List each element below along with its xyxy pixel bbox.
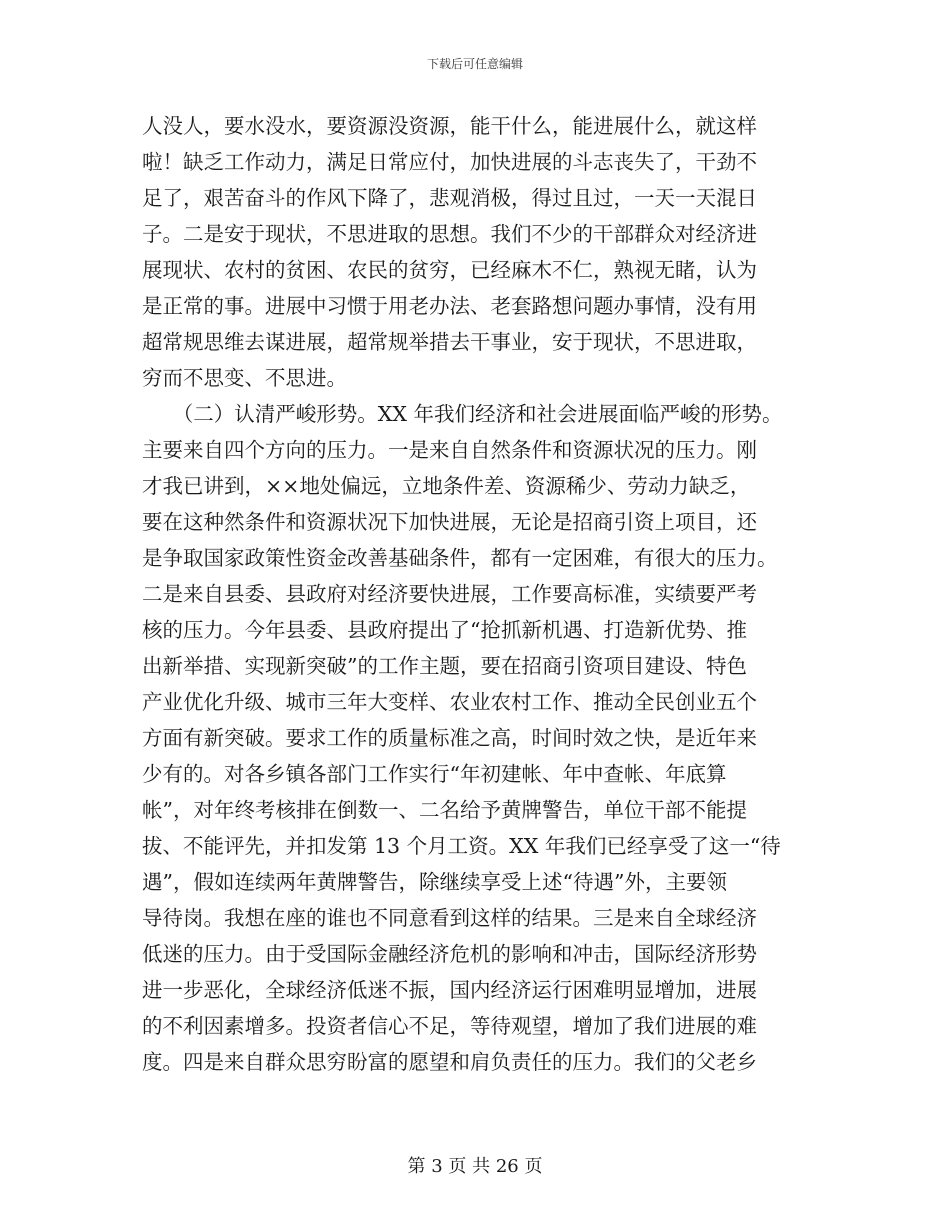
text-line: 才我已讲到，××地处偏远，立地条件差、资源稀少、劳动力缺乏， — [142, 474, 751, 498]
text-line: 帐”，对年终考核排在倒数一、二名给予黄牌警告，单位干部不能提 — [142, 798, 747, 822]
text-line: 少有的。对各乡镇各部门工作实行“年初建帐、年中查帐、年底算 — [142, 762, 727, 786]
text-line: 产业优化升级、城市三年大变样、农业农村工作、推动全民创业五个 — [142, 690, 757, 714]
text-line: 展现状、农村的贫困、农民的贫穷，已经麻木不仁，熟视无睹，认为 — [142, 258, 757, 282]
text-line: 超常规思维去谋进展，超常规举措去干事业，安于现状，不思进取， — [142, 330, 757, 354]
text-line: 是争取国家政策性资金改善基础条件，都有一定困难，有很大的压力。 — [142, 546, 778, 570]
text-line: 度。四是来自群众思穷盼富的愿望和肩负责任的压力。我们的父老乡 — [142, 1050, 757, 1074]
text-line: 拔、不能评先，并扣发第 13 个月工资。XX 年我们已经享受了这一“待 — [142, 834, 781, 858]
text-line: 出新举措、实现新突破”的工作主题，要在招商引资项目建设、特色 — [142, 654, 747, 678]
text-line: 方面有新突破。要求工作的质量标准之高，时间时效之快，是近年来 — [142, 726, 757, 750]
text-line: 啦！缺乏工作动力，满足日常应付，加快进展的斗志丧失了，干劲不 — [142, 150, 757, 174]
page-header: 下载后可任意编辑 — [426, 57, 523, 71]
text-line: 低迷的压力。由于受国际金融经济危机的影响和冲击，国际经济形势 — [142, 942, 757, 966]
page-footer: 第 3 页 共 26 页 — [407, 1156, 543, 1177]
text-line: 遇”，假如连续两年黄牌警告，除继续享受上述“待遇”外，主要领 — [142, 870, 727, 894]
text-line: 核的压力。今年县委、县政府提出了“抢抓新机遇、打造新优势、推 — [142, 618, 747, 642]
text-line: （二）认清严峻形势。XX 年我们经济和社会进展面临严峻的形势。 — [142, 402, 783, 426]
text-line: 穷而不思变、不思进。 — [142, 366, 347, 390]
text-line: 二是来自县委、县政府对经济要快进展，工作要高标准，实绩要严考 — [142, 582, 757, 606]
text-line: 主要来自四个方向的压力。一是来自自然条件和资源状况的压力。刚 — [142, 438, 757, 462]
text-line: 要在这种然条件和资源状况下加快进展，无论是招商引资上项目，还 — [142, 510, 757, 534]
document-body — [142, 108, 822, 1080]
text-line: 的不利因素增多。投资者信心不足，等待观望，增加了我们进展的难 — [142, 1014, 757, 1038]
text-line: 是正常的事。进展中习惯于用老办法、老套路想问题办事情，没有用 — [142, 294, 757, 318]
text-line: 人没人，要水没水，要资源没资源，能干什么，能进展什么，就这样 — [142, 114, 757, 138]
text-line: 子。二是安于现状，不思进取的思想。我们不少的干部群众对经济进 — [142, 222, 757, 246]
text-line: 进一步恶化，全球经济低迷不振，国内经济运行困难明显增加，进展 — [142, 978, 757, 1002]
text-line: 导待岗。我想在座的谁也不同意看到这样的结果。三是来自全球经济 — [142, 906, 757, 930]
text-line: 足了，艰苦奋斗的作风下降了，悲观消极，得过且过，一天一天混日 — [142, 186, 757, 210]
